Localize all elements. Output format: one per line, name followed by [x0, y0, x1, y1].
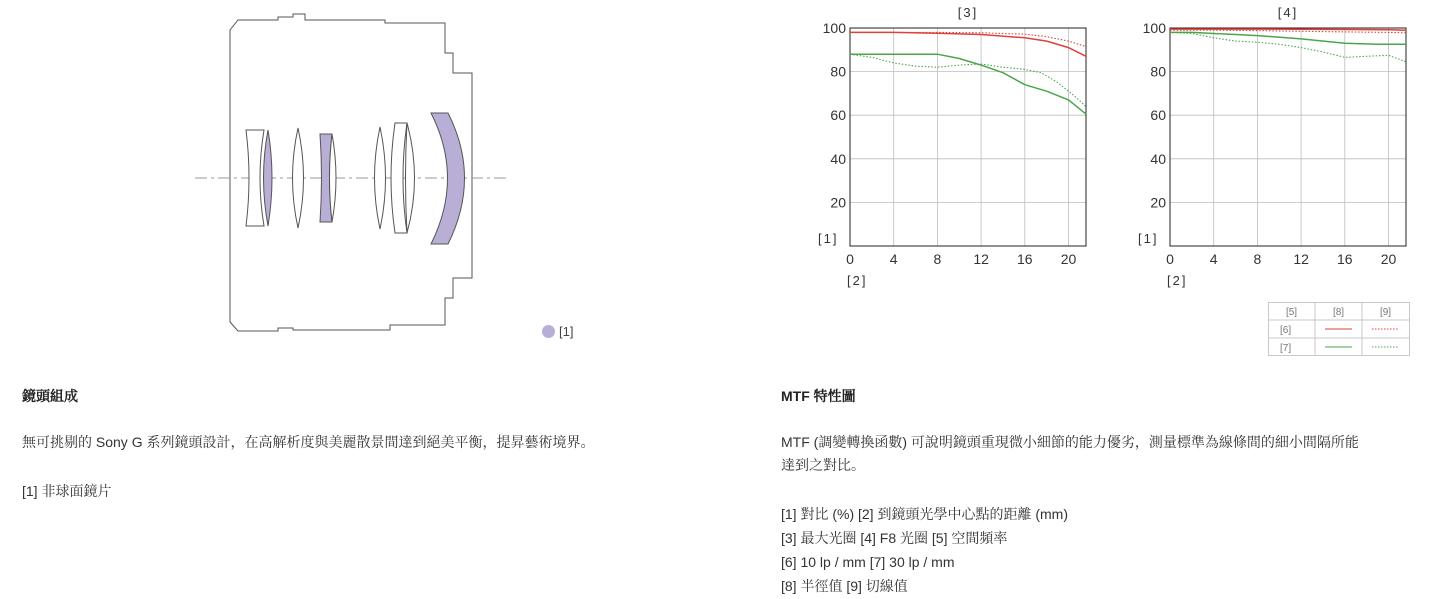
series-line-3 [1170, 32, 1406, 44]
x-tick-label: 8 [933, 251, 942, 267]
x-tick-label: 16 [1337, 251, 1353, 267]
x-tick-label: 12 [973, 251, 989, 267]
aspherical-lens-element [431, 113, 465, 244]
mtf-legend-line-1: [1] 對比 (%) [2] 到鏡頭光學中心點的距離 (mm) [781, 506, 1068, 522]
legend-header-sagittal: [8] [1332, 307, 1345, 318]
mtf-legend-line-4: [8] 半徑值 [9] 切線值 [781, 578, 908, 594]
lens-element [375, 127, 386, 229]
lens-element [330, 134, 337, 222]
lens-element [406, 123, 415, 233]
series-line-4 [1170, 32, 1406, 61]
chart-title: [4] [1277, 5, 1299, 20]
x-tick-label: 12 [1293, 251, 1309, 267]
legend-header-meridional: [9] [1379, 307, 1392, 318]
legend-row-30lp: [7] [1280, 343, 1292, 354]
mtf-title: MTF 特性圖 [781, 388, 856, 404]
mtf-description-line-2: 達到之對比。 [781, 457, 865, 473]
mtf-legend-line-2: [3] 最大光圈 [4] F8 光圈 [5] 空間頻率 [781, 530, 1008, 546]
y-tick-label: 40 [830, 150, 846, 167]
x-tick-label: 20 [1060, 251, 1077, 267]
x-tick-label: 8 [1253, 251, 1262, 267]
legend-header-frequency: [5] [1285, 307, 1298, 318]
y-axis-label: [1] [1138, 231, 1159, 246]
y-tick-label: 100 [1142, 20, 1166, 36]
composition-description: 無可挑剔的 Sony G 系列鏡頭設計，在高解析度與美麗散景間達到絕美平衡，提昇藝術境界。 [22, 434, 595, 450]
aspherical-lens-element [264, 130, 273, 226]
series-line-1 [850, 32, 1086, 56]
aspherical-legend [542, 323, 573, 341]
y-tick-label: 100 [822, 20, 846, 36]
mtf-legend-line-3: [6] 10 lp / mm [7] 30 lp / mm [781, 554, 955, 570]
series-line-3 [850, 54, 1086, 114]
y-tick-label: 20 [1150, 194, 1166, 211]
series-line-1 [1170, 29, 1406, 30]
x-tick-label: 16 [1017, 251, 1033, 267]
chart-title: [3] [957, 5, 979, 20]
x-tick-label: 0 [846, 251, 854, 267]
legend-row-10lp: [6] [1280, 325, 1292, 336]
aspherical-legend-label: [1] [559, 324, 574, 340]
aspherical-swatch-icon [542, 325, 555, 338]
x-tick-label: 0 [1166, 251, 1174, 267]
mtf-chart-f8 [1120, 0, 1420, 295]
y-tick-label: 40 [1150, 150, 1166, 167]
y-axis-label: [1] [818, 231, 839, 246]
y-tick-label: 80 [1150, 63, 1166, 80]
y-tick-label: 80 [830, 63, 846, 80]
y-tick-label: 20 [830, 194, 846, 211]
y-tick-label: 60 [1150, 107, 1166, 124]
composition-title: 鏡頭組成 [22, 388, 78, 404]
mtf-description-line-1: MTF (調變轉換函數) 可說明鏡頭重現微小細節的能力優劣，測量標準為線條間的細小間隔所能 [781, 434, 1359, 450]
series-line-4 [850, 54, 1086, 106]
lens-element [246, 130, 264, 226]
x-tick-label: 4 [1209, 251, 1218, 267]
plot-frame [1170, 28, 1406, 246]
x-axis-label: [2] [1167, 273, 1188, 288]
mtf-chart-max-aperture [800, 0, 1100, 295]
y-tick-label: 60 [830, 107, 846, 124]
aspherical-note: [1] 非球面鏡片 [22, 483, 112, 499]
x-axis-label: [2] [847, 273, 868, 288]
x-tick-label: 4 [889, 251, 898, 267]
x-tick-label: 20 [1380, 251, 1397, 267]
lens-diagram [190, 10, 520, 340]
mtf-legend-table [1268, 302, 1410, 356]
lens-element [293, 128, 304, 228]
